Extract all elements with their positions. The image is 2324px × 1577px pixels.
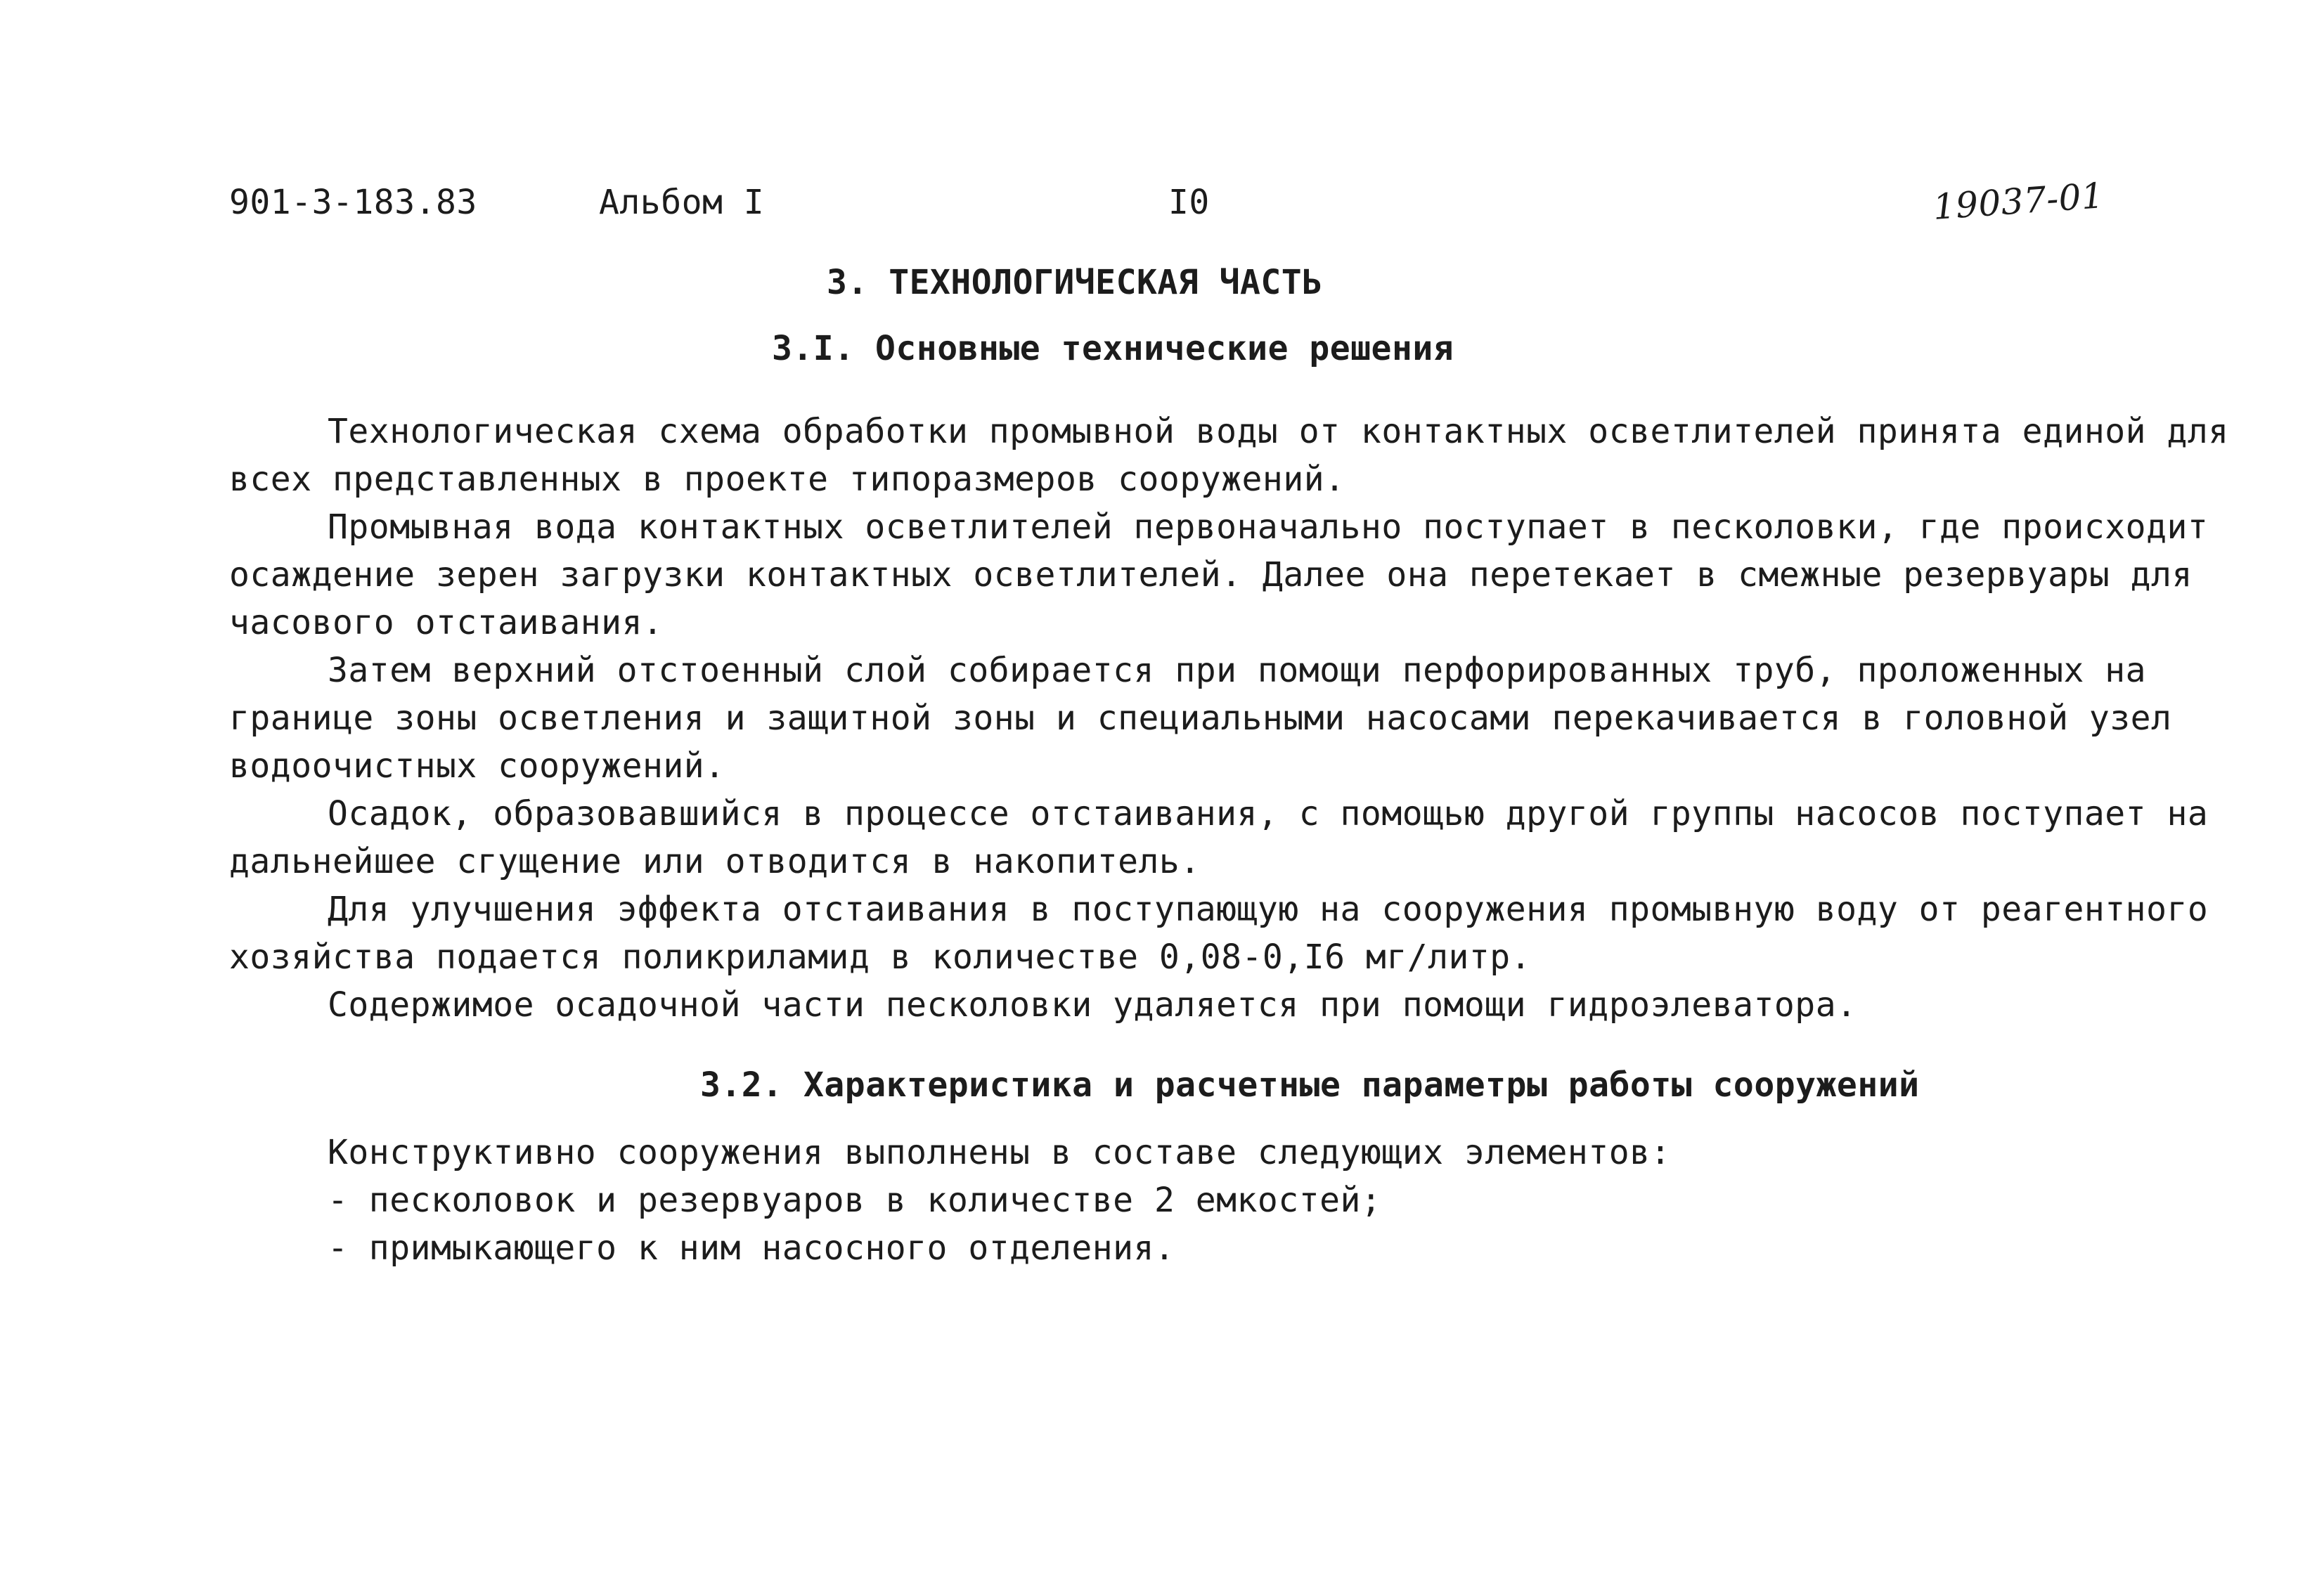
handwritten-inventory-number: 19037-01 bbox=[1931, 175, 2106, 228]
subsection-1-title: 3.I. Основные технические решения bbox=[772, 329, 1454, 368]
subsection-2-title: 3.2. Характеристика и расчетные параметры работы сооружений bbox=[700, 1065, 1920, 1105]
paragraph-line: водоочистных сооружений. bbox=[229, 746, 725, 786]
paragraph-line: Технологическая схема обработки промывной воды от контактных осветлителей принята единой для bbox=[328, 412, 2229, 451]
paragraph-line: Затем верхний отстоенный слой собирается при помощи перфорированных труб, проложенных на bbox=[328, 651, 2147, 690]
paragraph-line: дальнейшее сгущение или отводится в накопитель. bbox=[229, 842, 1201, 881]
document-code: 901-3-183.83 bbox=[229, 183, 477, 222]
paragraph-line: Для улучшения эффекта отстаивания в поступающую на сооружения промывную воду от реагентного bbox=[328, 890, 2209, 929]
page-number: I0 bbox=[1168, 183, 1210, 222]
paragraph-line: Осадок, образовавшийся в процессе отстаивания, с помощью другой группы насосов поступает на bbox=[328, 794, 2209, 833]
paragraph-line: Содержимое осадочной части песколовки удаляется при помощи гидроэлеватора. bbox=[328, 985, 1857, 1025]
paragraph-line: осаждение зерен загрузки контактных осветлителей. Далее она перетекает в смежные резервуары для bbox=[229, 555, 2193, 595]
paragraph-line: хозяйства подается поликриламид в количестве 0,08-0,I6 мг/литр. bbox=[229, 937, 1532, 977]
list-item: - примыкающего к ним насосного отделения. bbox=[328, 1228, 1175, 1268]
section-title: 3. ТЕХНОЛОГИЧЕСКАЯ ЧАСТЬ bbox=[827, 263, 1323, 302]
paragraph-line: границе зоны осветления и защитной зоны и специальными насосами перекачивается в головной узел bbox=[229, 699, 2172, 738]
album-label: Альбом I bbox=[599, 183, 765, 222]
paragraph-line: Конструктивно сооружения выполнены в составе следующих элементов: bbox=[328, 1133, 1671, 1172]
paragraph-line: Промывная вода контактных осветлителей первоначально поступает в песколовки, где происходит bbox=[328, 507, 2209, 547]
list-item: - песколовок и резервуаров в количестве 2 емкостей; bbox=[328, 1181, 1382, 1220]
paragraph-line: всех представленных в проекте типоразмеров сооружений. bbox=[229, 460, 1345, 499]
paragraph-line: часового отстаивания. bbox=[229, 603, 664, 642]
